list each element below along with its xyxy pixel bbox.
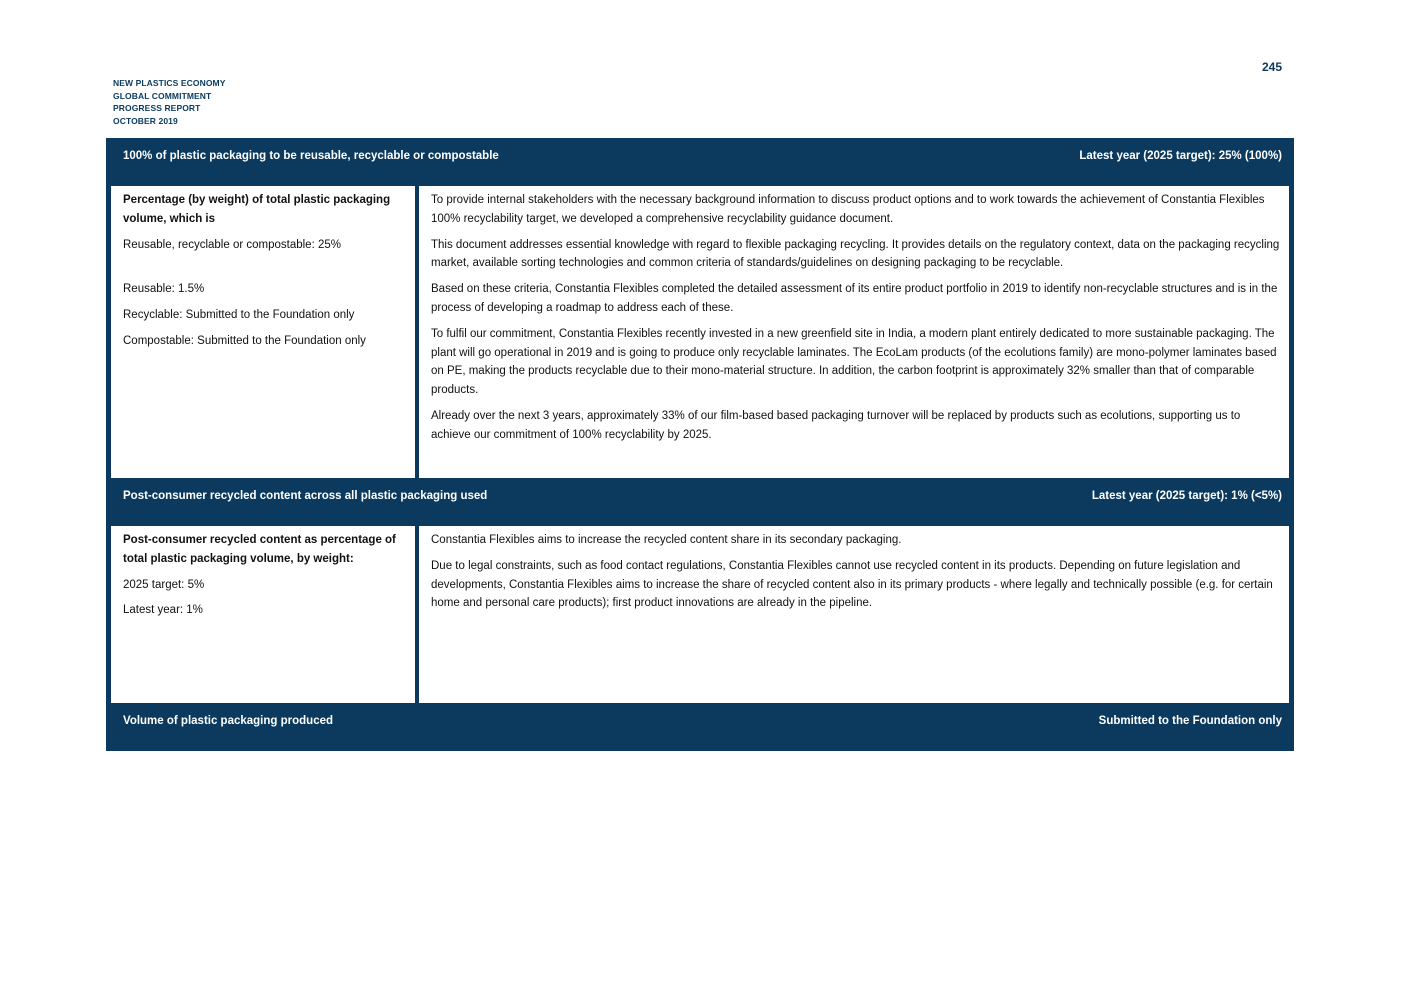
section1-description-cell xyxy=(419,186,1289,478)
section1-recyclable: Recyclable: Submitted to the Foundation only xyxy=(123,309,355,322)
section1-metrics-cell xyxy=(111,186,415,478)
section1-paragraph: Already over the next 3 years, approximately 33% of our film-based based packaging turnover will be replaced by products such as ecolutions, supporting us to achieve our commitment of 100% recyclability by 2025. xyxy=(431,409,1241,441)
section2-description-cell xyxy=(419,526,1289,703)
report-header-line: OCTOBER 2019 xyxy=(113,115,178,126)
section2-title: Post-consumer recycled content across all plastic packaging used xyxy=(123,490,488,502)
section1-reusable: Reusable: 1.5% xyxy=(123,283,205,296)
section1-paragraph: Based on these criteria, Constantia Flexibles completed the detailed assessment of its entire product portfolio in 2019 to identify non-recyclable structures and is in the process of developing a roadmap to address each of these. xyxy=(431,283,1278,314)
section1-status: Latest year (2025 target): 25% (100%) xyxy=(1079,150,1282,162)
page-number: 245 xyxy=(1262,60,1283,74)
section2-target: 2025 target: 5% xyxy=(123,578,205,591)
report-header-line: GLOBAL COMMITMENT xyxy=(113,90,212,101)
section1-metrics-heading: Percentage (by weight) of total plastic packaging volume, which is xyxy=(123,194,391,225)
report-header-line: PROGRESS REPORT xyxy=(113,103,201,113)
section1-paragraph: To fulfil our commitment, Constantia Flexibles recently invested in a new greenfield site in India, a modern plant entirely dedicated to more sustainable packaging. The plant will go operational in 2019 and is going to produce only recyclable laminates. The EcoLam products (of the ecolutions family) are mono-polymer laminates based on PE, making the products recyclable due to their mono-material structure. In addition, the carbon footprint is approximately 32% smaller than that of comparable products. xyxy=(431,327,1277,397)
section2-metrics-heading: Post-consumer recycled content as percentage of total plastic packaging volume, by weight: xyxy=(123,534,396,565)
commitment-table xyxy=(106,138,1294,751)
section2-paragraph: Constantia Flexibles aims to increase the recycled content share in its secondary packaging. xyxy=(431,534,902,546)
section3-status: Submitted to the Foundation only xyxy=(1098,715,1282,727)
section1-paragraph: To provide internal stakeholders with the necessary background information to discuss product options and to work towards the achievement of Constantia Flexibles 100% recyclability target, we developed a comprehensive recyclability guidance document. xyxy=(431,194,1265,225)
section2-latest: Latest year: 1% xyxy=(123,604,203,617)
section1-compostable: Compostable: Submitted to the Foundation only xyxy=(123,334,366,347)
section2-status: Latest year (2025 target): 1% (<5%) xyxy=(1091,490,1282,502)
section2-paragraph: Due to legal constraints, such as food contact regulations, Constantia Flexibles cannot use recycled content in its products. Depending on future legislation and developments, Constantia Flexibles aims to increase the share of recycled content also in its primary products - where legally and technically possible (e.g. for certain home and personal care products); first product innovations are already in the pipeline. xyxy=(431,559,1273,610)
section2-metrics-cell xyxy=(111,526,415,703)
section1-title: 100% of plastic packaging to be reusable, recyclable or compostable xyxy=(123,150,499,162)
section1-total: Reusable, recyclable or compostable: 25% xyxy=(123,238,341,251)
report-header-line: NEW PLASTICS ECONOMY xyxy=(113,78,226,88)
section1-paragraph: This document addresses essential knowledge with regard to flexible packaging recycling. It provides details on the regulatory context, data on the packaging recycling market, available sorting technologies and common criteria of standards/guidelines on designing packaging to be recyclable. xyxy=(431,238,1280,270)
section3-title: Volume of plastic packaging produced xyxy=(123,715,334,727)
report-header xyxy=(113,77,226,127)
